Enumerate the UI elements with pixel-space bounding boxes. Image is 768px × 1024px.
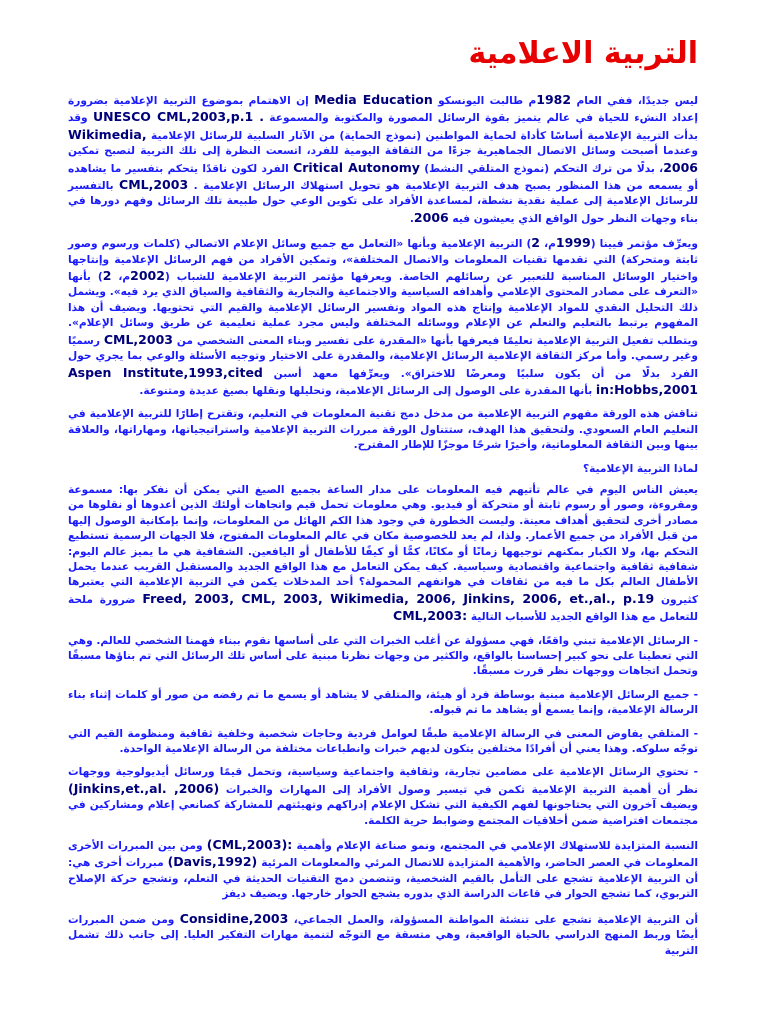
latin-reference: 2006 bbox=[663, 159, 698, 175]
latin-reference: CML,2003: bbox=[393, 608, 468, 624]
text-run: ، بدلًا من ترك التحكم (نموذج المتلقي النشط) bbox=[419, 162, 664, 175]
latin-reference: Considine,2003 bbox=[179, 910, 289, 926]
text-run: لماذا التربية الإعلامية؟ bbox=[582, 462, 698, 475]
body-paragraph bbox=[68, 688, 698, 719]
latin-reference: Aspen Institute,1993,cited in:Hobbs,2001 bbox=[68, 364, 698, 397]
body-paragraph bbox=[68, 911, 698, 959]
latin-reference: (CML,2003): bbox=[206, 837, 293, 853]
text-run: بأنها المقدرة على الوصول إلى الرسائل الإعلامية، وتحليلها ونقلها بصيغ عديدة ومتنوعة. bbox=[139, 384, 596, 397]
text-run: إن الاهتمام بموضوع التربية الإعلامية بضرورة إعداد النشء للحياة في عالم يتميز بقوة الرسائل المصورة والمكتوبة والمسموعة bbox=[68, 95, 698, 125]
body-paragraph bbox=[68, 92, 698, 227]
latin-reference: 2002 bbox=[130, 268, 165, 284]
text-run: ) التربية الإعلامية وبأنها «التعامل مع جميع وسائل الإعلام الاتصالي (كلمات ورسوم وصور ثابتة ومتحركة) التي تقدمها تقنيات المعلومات والاتصال المختلفة»، وتمكين الأفراد من فهم الرسائل الإعلامية وإنتاجها واختيار الوسائل المناسبة للتعبير عن رسائلهم الخاصة. ويعرفها مؤتمر التربية الإعلامية للشباب ( bbox=[68, 238, 698, 284]
latin-reference: 2006 bbox=[413, 209, 449, 225]
document-title: التربية الاعلامية bbox=[468, 36, 698, 71]
body-paragraph bbox=[68, 765, 698, 829]
text-run: - تحتوي الرسائل الإعلامية على مضامين تجارية، وثقافية واجتماعية وسياسية، وتحمل قيمًا ورسائل أيديولوجية ووجهات نظر أن أهمية التربية الإعلامية تكمن في تيسير وصول الأفراد إلى المهارات والخبرات bbox=[68, 766, 698, 796]
text-run: ومن بين المبررات الأخرى المعلومات في العصر الحاضر، والأهمية المتزايدة للاتصال المرئي والمعلومات المرئية bbox=[68, 840, 698, 870]
latin-reference: 2 bbox=[531, 235, 540, 251]
text-run: ويعرِّف مؤتمر فيينا ( bbox=[590, 238, 698, 251]
latin-reference: 2 bbox=[102, 268, 112, 284]
text-run: - المتلقي يفاوض المعنى في الرسالة الإعلامية طبقًا لعوامل فردية وحاجات شخصية وخلفية ثقافية ومنظومة القيم التي توجّه سلوكه. وهذا يعني أن أفرادًا مختلفين يتكون لديهم خبرات وانطباعات مختلفة من الرسالة الإعلامية الواحدة. bbox=[68, 727, 698, 756]
body-paragraph bbox=[68, 235, 698, 399]
text-run: الفرد لكون ناقدًا يتحكم بتفسير ما يشاهده أو يسمعه من هذا المنظور يصبح هدف التربية الإعلامية هو تحويل استهلاك الرسائل الإعلامية . bbox=[68, 162, 699, 193]
latin-reference: Freed, 2003, CML, 2003, Wikimedia, 2006, Jinkins, 2006, et.,al., p.19 bbox=[142, 590, 655, 606]
section-heading bbox=[68, 462, 698, 477]
latin-reference: (Davis,1992) bbox=[167, 854, 258, 870]
text-run: تناقش هذه الورقة مفهوم التربية الإعلامية من مدخل دمج تقنية المعلومات في التعليم، وتقترح إطارًا للتربية الإعلامية في التعليم العام السعودي. ولتحقيق هذا الهدف، ستتناول الورقة مبررات التربية الإعلامية واستراتيجياتها، ومهاراتها، والعلاقة بينها وبين الثقافة المعلوماتية، وأخيرًا شرحًا موجزًا للإطار المقترح. bbox=[68, 408, 698, 452]
document-body bbox=[68, 92, 698, 959]
text-run: ليس جديدًا، ففي العام bbox=[571, 95, 698, 107]
text-run: . bbox=[409, 212, 414, 225]
text-run: م، bbox=[540, 238, 556, 251]
text-run: م، bbox=[111, 271, 131, 284]
text-run: يعيش الناس اليوم في عالم تأتيهم فيه المعلومات على مدار الساعة بجميع الصيغ التي يمكن أن نفكر بها: مسموعة ومقروءة، وصور أو رسوم ثابتة أو متحركة أو فيديو. وهي معلومات تحمل قيم واتجاهات أولئك الذين أعدوها أو نقلوها من مصادر أخرى لتحقيق أهداف معينة. وليست الخطورة في وجود هذا الكم الهائل من المعلومات، وإنما بإمكانية الوصول إليها من قبل الأفراد من جميع الأعمار. ولذا، لم يعد للخصوصية مكان في عالم المعلومات المفتوح، فلا الجهات الرسمية تستطيع التحكم بها، ولا الكبار بمكنهم توجيهها زمانًا أو مكانًا، كمًّا أو كيفًا للأطفال أو اليافعين. الشفافية هي ما يميز عالم اليوم: شفافية ثقافية واجتماعية واقتصادية وسياسية. كيف يمكن التعامل مع هذا الواقع الجديد والمستقبل القريب عندما يحمل الأطفال العالم بكل ما فيه من ثقافات في هواتفهم المحمولة؟ أحد المدخلات يكمن في التربية الإعلامية التي يعتبرها كثيرون bbox=[68, 483, 698, 606]
latin-reference: Wikimedia, bbox=[68, 126, 147, 142]
text-run: وعندما أصبحت وسائل الاتصال الجماهيرية جزءًا من الثقافة اليومية للفرد، اتسعت النظرة إلى تلك التربية لتصبح تمكين bbox=[68, 145, 698, 158]
body-paragraph bbox=[68, 837, 698, 903]
text-run: مبررات أخرى هي: أن التربية الإعلامية تشجع على التأمل بالقيم الشخصية، وتتضمن دمج التقنيات الحديثة في التعلم، وتشجع حركة الإصلاح التربوي، كما تشجع الحوار في قاعات الدراسة الذي بدوره يشجع الحوار خارجها. ويضيف ديفز bbox=[68, 857, 698, 901]
latin-reference: 1999 bbox=[555, 235, 591, 251]
text-run: رسميًا وغير رسمي. وأما مركز الثقافة الإعلامية الرسائل الإعلامية، والمقدرة على الاختيار وتوجيه الأسئلة والوعي بما يجري حول الفرد بدلًا من أن يكون سلبيًا ومعرضًا للاختراق». ويعرِّفها معهد أسبن bbox=[68, 334, 698, 380]
body-paragraph bbox=[68, 483, 698, 626]
text-run: وقد بدأت التربية الإعلامية أساسًا كأداة لحماية المواطنين (نموذج الحماية) من الآثار السلبية للرسائل الإعلامية bbox=[68, 112, 698, 142]
latin-reference: UNESCO CML,2003,p.1 . bbox=[92, 109, 264, 125]
text-run: ومن ضمن المبررات أيضًا وربط المنهج الدراسي بالحياة الواقعية، وهي متسقة مع التوجّه لتنمية مهارات التفكير العليا. إلى جانب ذلك تشمل التربية bbox=[68, 913, 698, 957]
latin-reference: CML,2003 bbox=[119, 177, 189, 193]
latin-reference: (Jinkins,et.,al. ,2006) bbox=[68, 780, 220, 796]
text-run: م طالبت اليونسكو bbox=[432, 95, 537, 107]
latin-reference: Media Education bbox=[314, 92, 433, 107]
text-run: النسبة المتزايدة للاستهلاك الإعلامي في المجتمع، ونمو صناعة الإعلام وأهمية bbox=[292, 840, 698, 853]
latin-reference: CML,2003 bbox=[103, 331, 173, 347]
text-run: ويضيف آخرون التي يحتاجونها لفهم الكيفية التي تشكل الإعلام إدراكهم وتهيئتهم للمشاركة كصانعي إعلام ومشاركين في مجتمعات افتراضية ضمن أخلاقيات المجتمع وضوابط حرية الكلمة. bbox=[68, 799, 698, 827]
text-run: - الرسائل الإعلامية تبني واقعًا، فهي مسؤولة عن أغلب الخبرات التي على أساسها نقوم ببناء فهمنا الشخصي للعالم. وهي التي تعطينا على نحو كبير إحساسنا بالواقع، والكثير من وجهات نظرنا مبنية على أساس تلك الرسائل التي تم بناؤها مسبقًا وتحمل اتجاهات ووجهات نظر قررت مسبقًا. bbox=[68, 634, 698, 678]
latin-reference: 1982 bbox=[536, 92, 572, 107]
body-paragraph bbox=[68, 407, 698, 453]
latin-reference: Critical Autonomy bbox=[293, 159, 420, 175]
body-paragraph bbox=[68, 634, 698, 680]
text-run: أن التربية الإعلامية تشجع على تنشئة المواطنة المسؤولة، والعمل الجماعي، bbox=[288, 913, 698, 926]
text-run: - جميع الرسائل الإعلامية مبنية بوساطة فرد أو هيئة، والمتلقي لا يشاهد أو يسمع ما تم رفضه من صور أو كلمات إثناء بناء الرسالة الإعلامية، وإنما يسمع أو يشاهد ما تم قبوله. bbox=[68, 688, 698, 717]
body-paragraph bbox=[68, 727, 698, 758]
text-run: ضرورة ملحة للتعامل مع هذا الواقع الجديد للأسباب التالية bbox=[68, 593, 698, 624]
text-run: بالتفسير للرسائل الإعلامية إلى عملية نقدية نشطة، لمساعدة الأفراد على تكوين الوعي حول طبيعة تلك الرسائل وفهم دورها في بناء وجهات النظر حول الواقع الذي يعيشون فيه bbox=[68, 180, 698, 225]
text-run: ) بأنها «التعرف على مصادر المحتوى الإعلامي وأهدافه السياسية والاجتماعية والتجارية والثقافية والسياق الذي يرد فيه». ويشمل ذلك التحليل النقدي للمواد الإعلامية وإنتاج هذه المواد وتفسير الرسائل الإعلامية والقيم التي تحتويها. ويضيف أن هذا المفهوم يرتبط بالتعليم والتعلم عن الإعلام ووسائله المختلفة وليس مجرد عملية تعليمية عن طريق وسائل الإعلام». ويتطلب تفعيل التربية الإعلامية تعليمًا فيعرفها بأنها «المقدرة على تفسير وبناء المعنى الشخصي من bbox=[68, 271, 699, 347]
